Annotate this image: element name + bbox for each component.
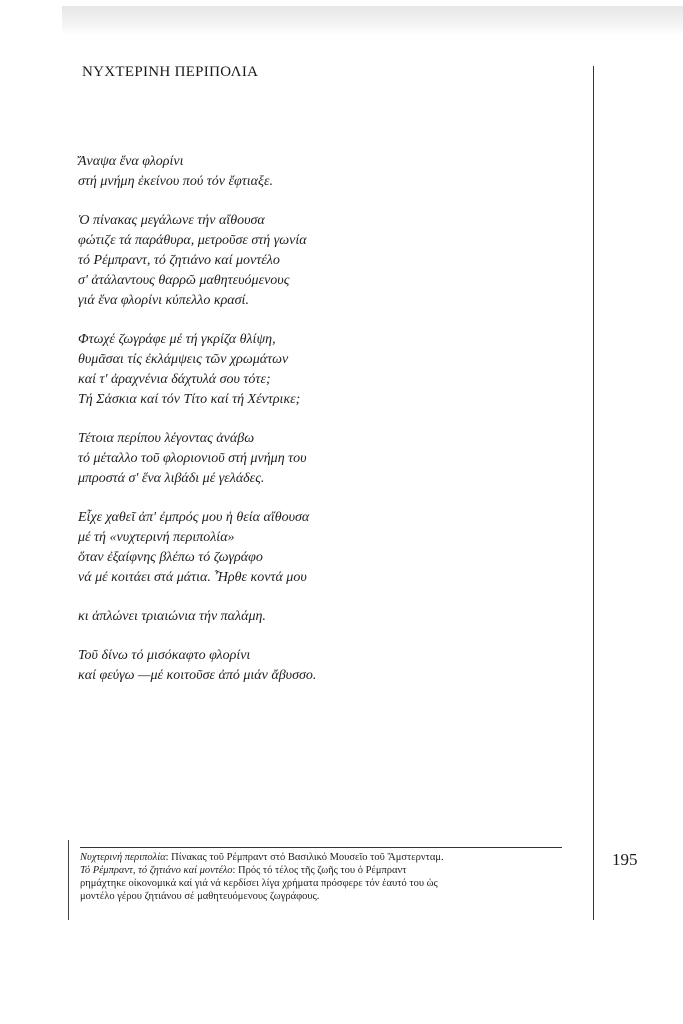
poem-line: Τέτοια περίπου λέγοντας ἀνάβω [78,431,255,446]
poem-line: Φτωχέ ζωγράφε μέ τή γκρίζα θλίψη, [78,332,276,347]
poem-line: θυμᾶσαι τίς ἐκλάμψεις τῶν χρωμάτων [78,352,289,367]
poem-line: Τοῦ δίνω τό μισόκαφτο φλορίνι [78,648,251,663]
poem-line: σ' ἀτάλαντους θαρρῶ μαθητευόμενους [78,273,290,288]
poem-line: Ἄναψα ἕνα φλορίνι [78,154,184,169]
stanza [78,429,578,489]
page-title: ΝΥΧΤΕΡΙΝΗ ΠΕΡΙΠΟΛΙΑ [82,64,259,80]
poem-line: Εἶχε χαθεῖ ἀπ' ἐμπρός μου ἡ θεία αἴθουσα [78,510,310,525]
right-margin-rule [593,66,594,920]
stanza [78,211,578,311]
footnote [80,851,566,903]
poem-line: Τή Σάσκια καί τόν Τίτο καί τή Χέντρικε; [78,392,301,407]
poem-line: γιά ἕνα φλορίνι κύπελλο κρασί. [78,293,249,308]
stanza [78,607,578,627]
poem-line: κι ἁπλώνει τριαιώνια τήν παλάμη. [78,609,266,624]
footnote-line [80,851,566,864]
page-number: 195 [612,850,638,869]
poem-line: φώτιζε τά παράθυρα, μετροῦσε στή γωνία [78,233,307,248]
scan-shadow [62,6,683,36]
poem-line: μέ τή «νυχτερινή περιπολία» [78,530,235,545]
left-margin-rule [68,840,69,920]
stanza [78,508,578,588]
poem-body [78,152,578,705]
poem-line: τό μέταλλο τοῦ φλοριονιοῦ στή μνήμη του [78,451,307,466]
stanza [78,152,578,192]
poem-line: τό Ρέμπραντ, τό ζητιάνο καί μοντέλο [78,253,280,268]
footnote-line [80,864,566,877]
poem-line: καί φεύγω —μέ κοιτοῦσε ἀπό μιάν ἄβυσσο. [78,668,317,683]
poem-line: νά μέ κοιτάει στά μάτια. Ἦρθε κοντά μου [78,570,307,585]
poem-line: στή μνήμη ἐκείνου πού τόν ἔφτιαξε. [78,174,273,189]
stanza [78,646,578,686]
footnote-line: ρημάχτηκε οἰκονομικά καί γιά νά κερδίσει λίγα χρήματα πρόσφερε τόν ἑαυτό του ὡς [80,878,438,889]
footnote-divider [80,847,562,848]
poem-line: ὅταν ἐξαίφνης βλέπω τό ζωγράφο [78,550,263,565]
footnote-line: μοντέλο γέρου ζητιάνου σέ μαθητευόμενους ζωγράφους. [80,891,320,902]
poem-line: καί τ' ἀραχνένια δάχτυλά σου τότε; [78,372,271,387]
footnote-text: : Πρός τό τέλος τῆς ζωῆς του ὁ Ρέμπραντ [232,865,407,876]
poem-line: μπροστά σ' ἕνα λιβάδι μέ γελάδες. [78,471,265,486]
footnote-text: : Πίνακας τοῦ Ρέμπραντ στό Βασιλικό Μουσεῖο τοῦ Ἄμστερνταμ. [165,852,444,863]
footnote-term: Τό Ρέμπραντ, τό ζητιάνο καί μοντέλο [80,865,233,876]
footnote-term: Νυχτερινή περιπολία [80,852,166,863]
stanza [78,330,578,410]
poem-line: Ὁ πίνακας μεγάλωνε τήν αἴθουσα [78,213,265,228]
